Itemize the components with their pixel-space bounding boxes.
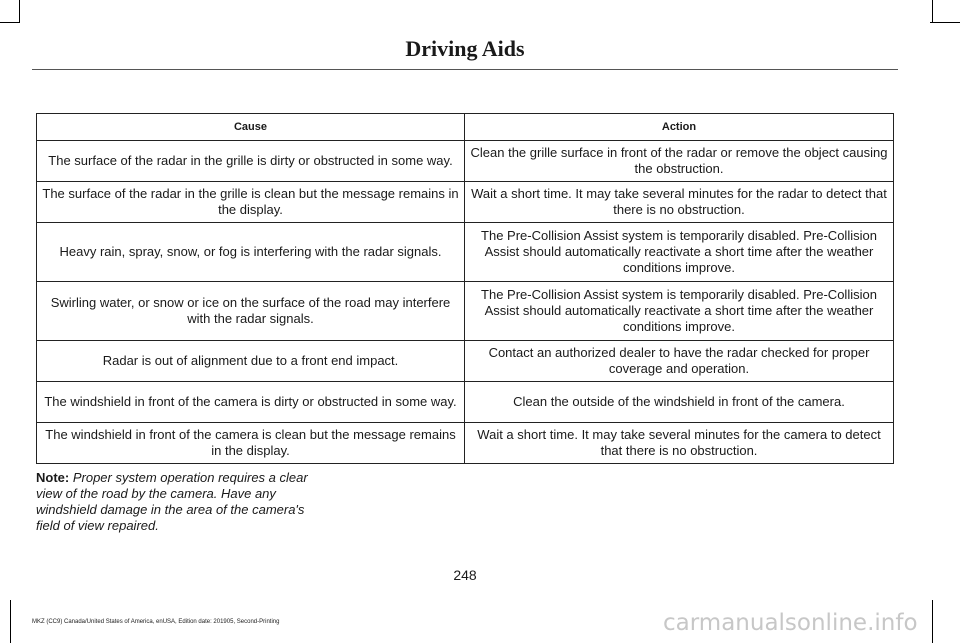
edition-footer: MKZ (CC9) Canada/United States of America, enUSA, Edition date: 201905, Second-Printing bbox=[32, 619, 280, 625]
crop-mark bbox=[10, 600, 11, 643]
action-cell: Clean the outside of the windshield in front of the camera. bbox=[465, 382, 894, 423]
cause-cell: The surface of the radar in the grille is dirty or obstructed in some way. bbox=[37, 141, 465, 182]
action-cell: Clean the grille surface in front of the radar or remove the object causing the obstruction. bbox=[465, 141, 894, 182]
column-header-action: Action bbox=[465, 114, 894, 141]
crop-mark bbox=[932, 600, 933, 643]
driving-aids-table bbox=[36, 113, 894, 464]
action-cell: The Pre-Collision Assist system is temporarily disabled. Pre-Collision Assist should automatically reactivate a short time after the weather conditions improve. bbox=[465, 223, 894, 282]
action-cell: Wait a short time. It may take several minutes for the camera to detect that there is no obstruction. bbox=[465, 423, 894, 464]
action-cell: Contact an authorized dealer to have the radar checked for proper coverage and operation. bbox=[465, 341, 894, 382]
cause-cell: Radar is out of alignment due to a front end impact. bbox=[37, 341, 465, 382]
table-row bbox=[37, 282, 894, 341]
table-row bbox=[37, 141, 894, 182]
note-label: Note: bbox=[36, 470, 70, 485]
cause-cell: The windshield in front of the camera is clean but the message remains in the display. bbox=[37, 423, 465, 464]
crop-mark bbox=[19, 0, 20, 22]
crop-mark bbox=[932, 0, 933, 22]
table-row bbox=[37, 223, 894, 282]
table-row bbox=[37, 382, 894, 423]
cause-cell: The windshield in front of the camera is dirty or obstructed in some way. bbox=[37, 382, 465, 423]
watermark: carmanualsonline.info bbox=[663, 610, 918, 636]
column-header-cause: Cause bbox=[37, 114, 465, 141]
action-cell: The Pre-Collision Assist system is temporarily disabled. Pre-Collision Assist should automatically reactivate a short time after the weather conditions improve. bbox=[465, 282, 894, 341]
page-number: 248 bbox=[453, 567, 477, 583]
cause-cell: The surface of the radar in the grille is clean but the message remains in the display. bbox=[37, 182, 465, 223]
cause-cell: Swirling water, or snow or ice on the surface of the road may interfere with the radar signals. bbox=[37, 282, 465, 341]
note-text: Proper system operation requires a clear view of the road by the camera. Have any windshield damage in the area of the camera's field of view repaired. bbox=[36, 470, 308, 533]
action-cell: Wait a short time. It may take several minutes for the radar to detect that there is no obstruction. bbox=[465, 182, 894, 223]
crop-mark bbox=[930, 22, 960, 23]
cause-cell: Heavy rain, spray, snow, or fog is interfering with the radar signals. bbox=[37, 223, 465, 282]
header-divider bbox=[32, 69, 898, 70]
crop-mark bbox=[0, 22, 20, 23]
page-title: Driving Aids bbox=[405, 36, 525, 61]
table-row bbox=[37, 423, 894, 464]
table-header-row bbox=[37, 114, 894, 141]
table-row bbox=[37, 341, 894, 382]
note-paragraph bbox=[36, 470, 316, 534]
table-row bbox=[37, 182, 894, 223]
